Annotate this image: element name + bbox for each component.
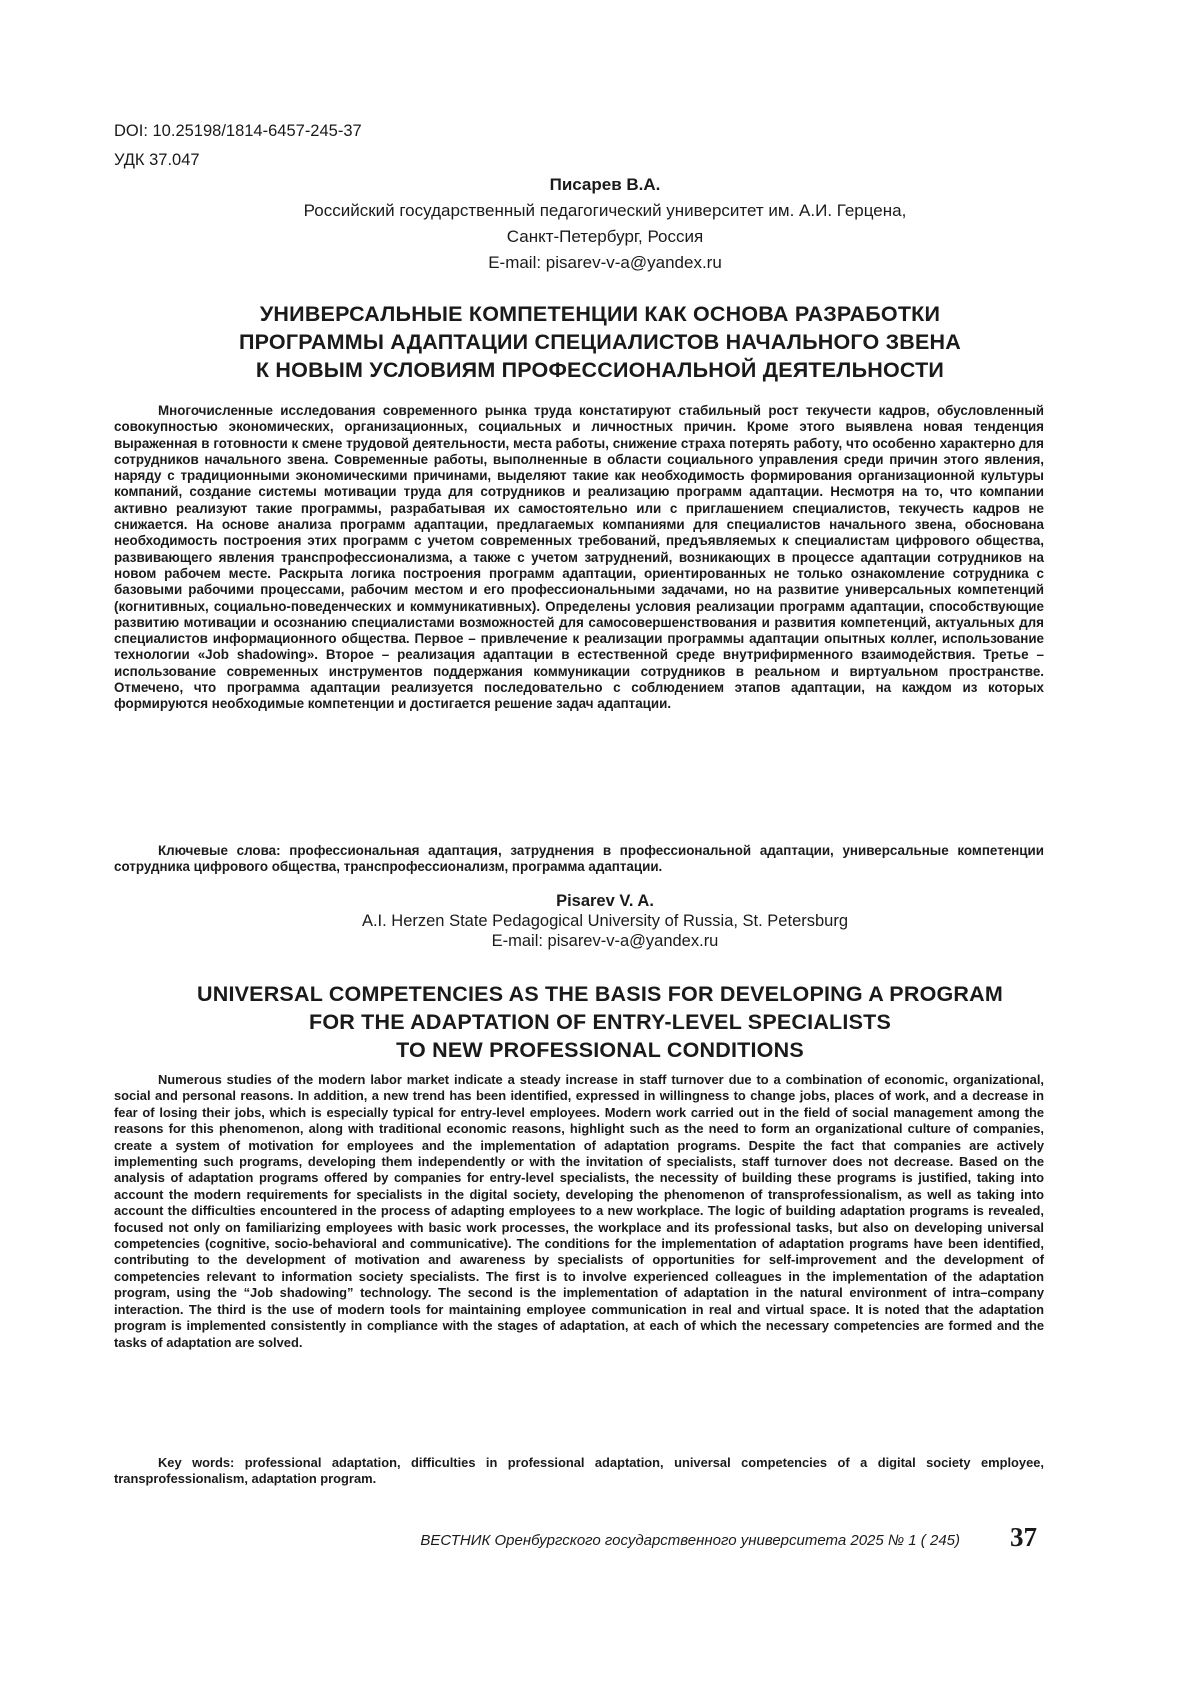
article-page bbox=[0, 0, 1200, 1698]
abstract-en: Numerous studies of the modern labor market indicate a steady increase in staff turnover due to a combination of economic, organizational, social and personal reasons. In addition, a new trend has been identified, expressed in willingness to change jobs, places of work, and a decrease in fear of losing their jobs, which is especially typical for entry-level employees. Modern work carried out in the field of social management among the reasons for this phenomenon, along with traditional economic reasons, highlight such as the need to form an organizational culture of companies, create a system of motivation for employees and the implementation of adaptation programs. Despite the fact that companies are actively implementing such programs, developing them independently or with the invitation of specialists, staff turnover does not decrease. Based on the analysis of adaptation programs offered by companies for entry-level specialists, the necessity of building these programs is justified, taking into account the modern requirements for specialists in the digital society, developing the phenomenon of transprofessionalism, as well as taking into account the difficulties encountered in the process of adapting employees to a new workplace. The logic of building adaptation programs is revealed, focused not only on familiarizing employees with basic work processes, the workplace and its professional tasks, but also on developing universal competencies (cognitive, socio-behavioral and communicative). The conditions for the implementation of adaptation programs have been identified, contributing to the development of motivation and awareness by specialists of opportunities for self-improvement and the development of competencies relevant to information society specialists. The first is to involve experienced colleagues in the implementation of the adaptation program, using the “Job shadowing” technology. The second is the implementation of adaptation in the natural environment of intra–company interaction. The third is the use of modern tools for maintaining employee communication in real and virtual space. It is noted that the adaptation program is implemented consistently in compliance with the stages of adaptation, at each of which the necessary competencies are formed and the tasks of adaptation are solved. bbox=[114, 1072, 1044, 1351]
author-name-ru: Писарев В.А. bbox=[150, 172, 1060, 198]
email-en: E-mail: pisarev-v-a@yandex.ru bbox=[150, 931, 1060, 951]
affiliation-en: A.I. Herzen State Pedagogical University of Russia, St. Petersburg bbox=[150, 911, 1060, 931]
abstract-ru: Многочисленные исследования современного рынка труда констатируют стабильный рост текучести кадров, обусловленный совокупностью экономических, организационных, социальных и личностных причин. Кроме этого выявлена новая тенденция выраженная в готовности к смене трудовой деятельности, места работы, снижение страха потерять работу, что особенно характерно для сотрудников начального звена. Современные работы, выполненные в области социального управления среди причин этого явления, наряду с традиционными экономическими причинами, выделяют такие как необходимость формирования организационной культуры компаний, создание системы мотивации труда для сотрудников и реализацию программ адаптации. Несмотря на то, что компании активно реализуют такие программы, разрабатывая их самостоятельно или с приглашением специалистов, текучесть кадров не снижается. На основе анализа программ адаптации, предлагаемых компаниями для специалистов начального звена, обоснована необходимость построения этих программ с учетом современных требований, предъявляемых к специалистам цифрового общества, развивающего явления транспрофессионализма, а также с учетом затруднений, возникающих в процессе адаптации сотрудников на новом рабочем месте. Раскрыта логика построения программ адаптации, ориентированных не только ознакомление сотрудника с базовыми рабочими процессами, рабочим местом и его профессиональными задачами, но на развитие универсальных компетенций (когнитивных, социально-поведенческих и коммуникативных). Определены условия реализации программ адаптации, способствующие развитию мотивации и осознанию специалистами возможностей для самосовершенствования и развития компетенций, актуальных для специалистов информационного общества. Первое – привлечение к реализации программы адаптации опытных коллег, использование технологии «Job shadowing». Второе – реализация адаптации в естественной среде внутрифирменного взаимодействия. Третье – использование современных инструментов поддержания коммуникации сотрудников в реальном и виртуальном пространстве. Отмечено, что программа адаптации реализуется последовательно с соблюдением этапов адаптации, на каждом из которых формируются необходимые компетенции и достигается решение задач адаптации. bbox=[114, 403, 1044, 713]
title-en-line: UNIVERSAL COMPETENCIES AS THE BASIS FOR DEVELOPING A PROGRAM bbox=[130, 980, 1070, 1008]
email-ru: E-mail: pisarev-v-a@yandex.ru bbox=[150, 250, 1060, 276]
journal-footer: ВЕСТНИК Оренбургского государственного университета 2025 № 1 ( 245) bbox=[380, 1532, 960, 1549]
affiliation-ru-line2: Санкт-Петербург, Россия bbox=[150, 224, 1060, 250]
title-en-line: FOR THE ADAPTATION OF ENTRY-LEVEL SPECIALISTS bbox=[130, 1008, 1070, 1036]
keywords-en: Key words: professional adaptation, difficulties in professional adaptation, universal competencies of a digital society employee, transprofessionalism, adaptation program. bbox=[114, 1455, 1044, 1488]
author-block-ru bbox=[150, 172, 1060, 276]
title-en-line: TO NEW PROFESSIONAL CONDITIONS bbox=[130, 1036, 1070, 1064]
title-ru-line: УНИВЕРСАЛЬНЫЕ КОМПЕТЕНЦИИ КАК ОСНОВА РАЗРАБОТКИ bbox=[130, 300, 1070, 328]
title-ru bbox=[130, 300, 1070, 384]
keywords-ru: Ключевые слова: профессиональная адаптация, затруднения в профессиональной адаптации, универсальные компетенции сотрудника цифрового общества, транспрофессионализм, программа адаптации. bbox=[114, 843, 1044, 876]
affiliation-ru-line1: Российский государственный педагогический университет им. А.И. Герцена, bbox=[150, 198, 1060, 224]
title-en bbox=[130, 980, 1070, 1064]
author-block-en bbox=[150, 891, 1060, 951]
doi: DOI: 10.25198/1814-6457-245-37 bbox=[114, 121, 362, 141]
author-name-en: Pisarev V. A. bbox=[150, 891, 1060, 911]
page-number: 37 bbox=[1010, 1522, 1037, 1553]
udk: УДК 37.047 bbox=[114, 150, 200, 170]
title-ru-line: К НОВЫМ УСЛОВИЯМ ПРОФЕССИОНАЛЬНОЙ ДЕЯТЕЛЬНОСТИ bbox=[130, 356, 1070, 384]
title-ru-line: ПРОГРАММЫ АДАПТАЦИИ СПЕЦИАЛИСТОВ НАЧАЛЬНОГО ЗВЕНА bbox=[130, 328, 1070, 356]
